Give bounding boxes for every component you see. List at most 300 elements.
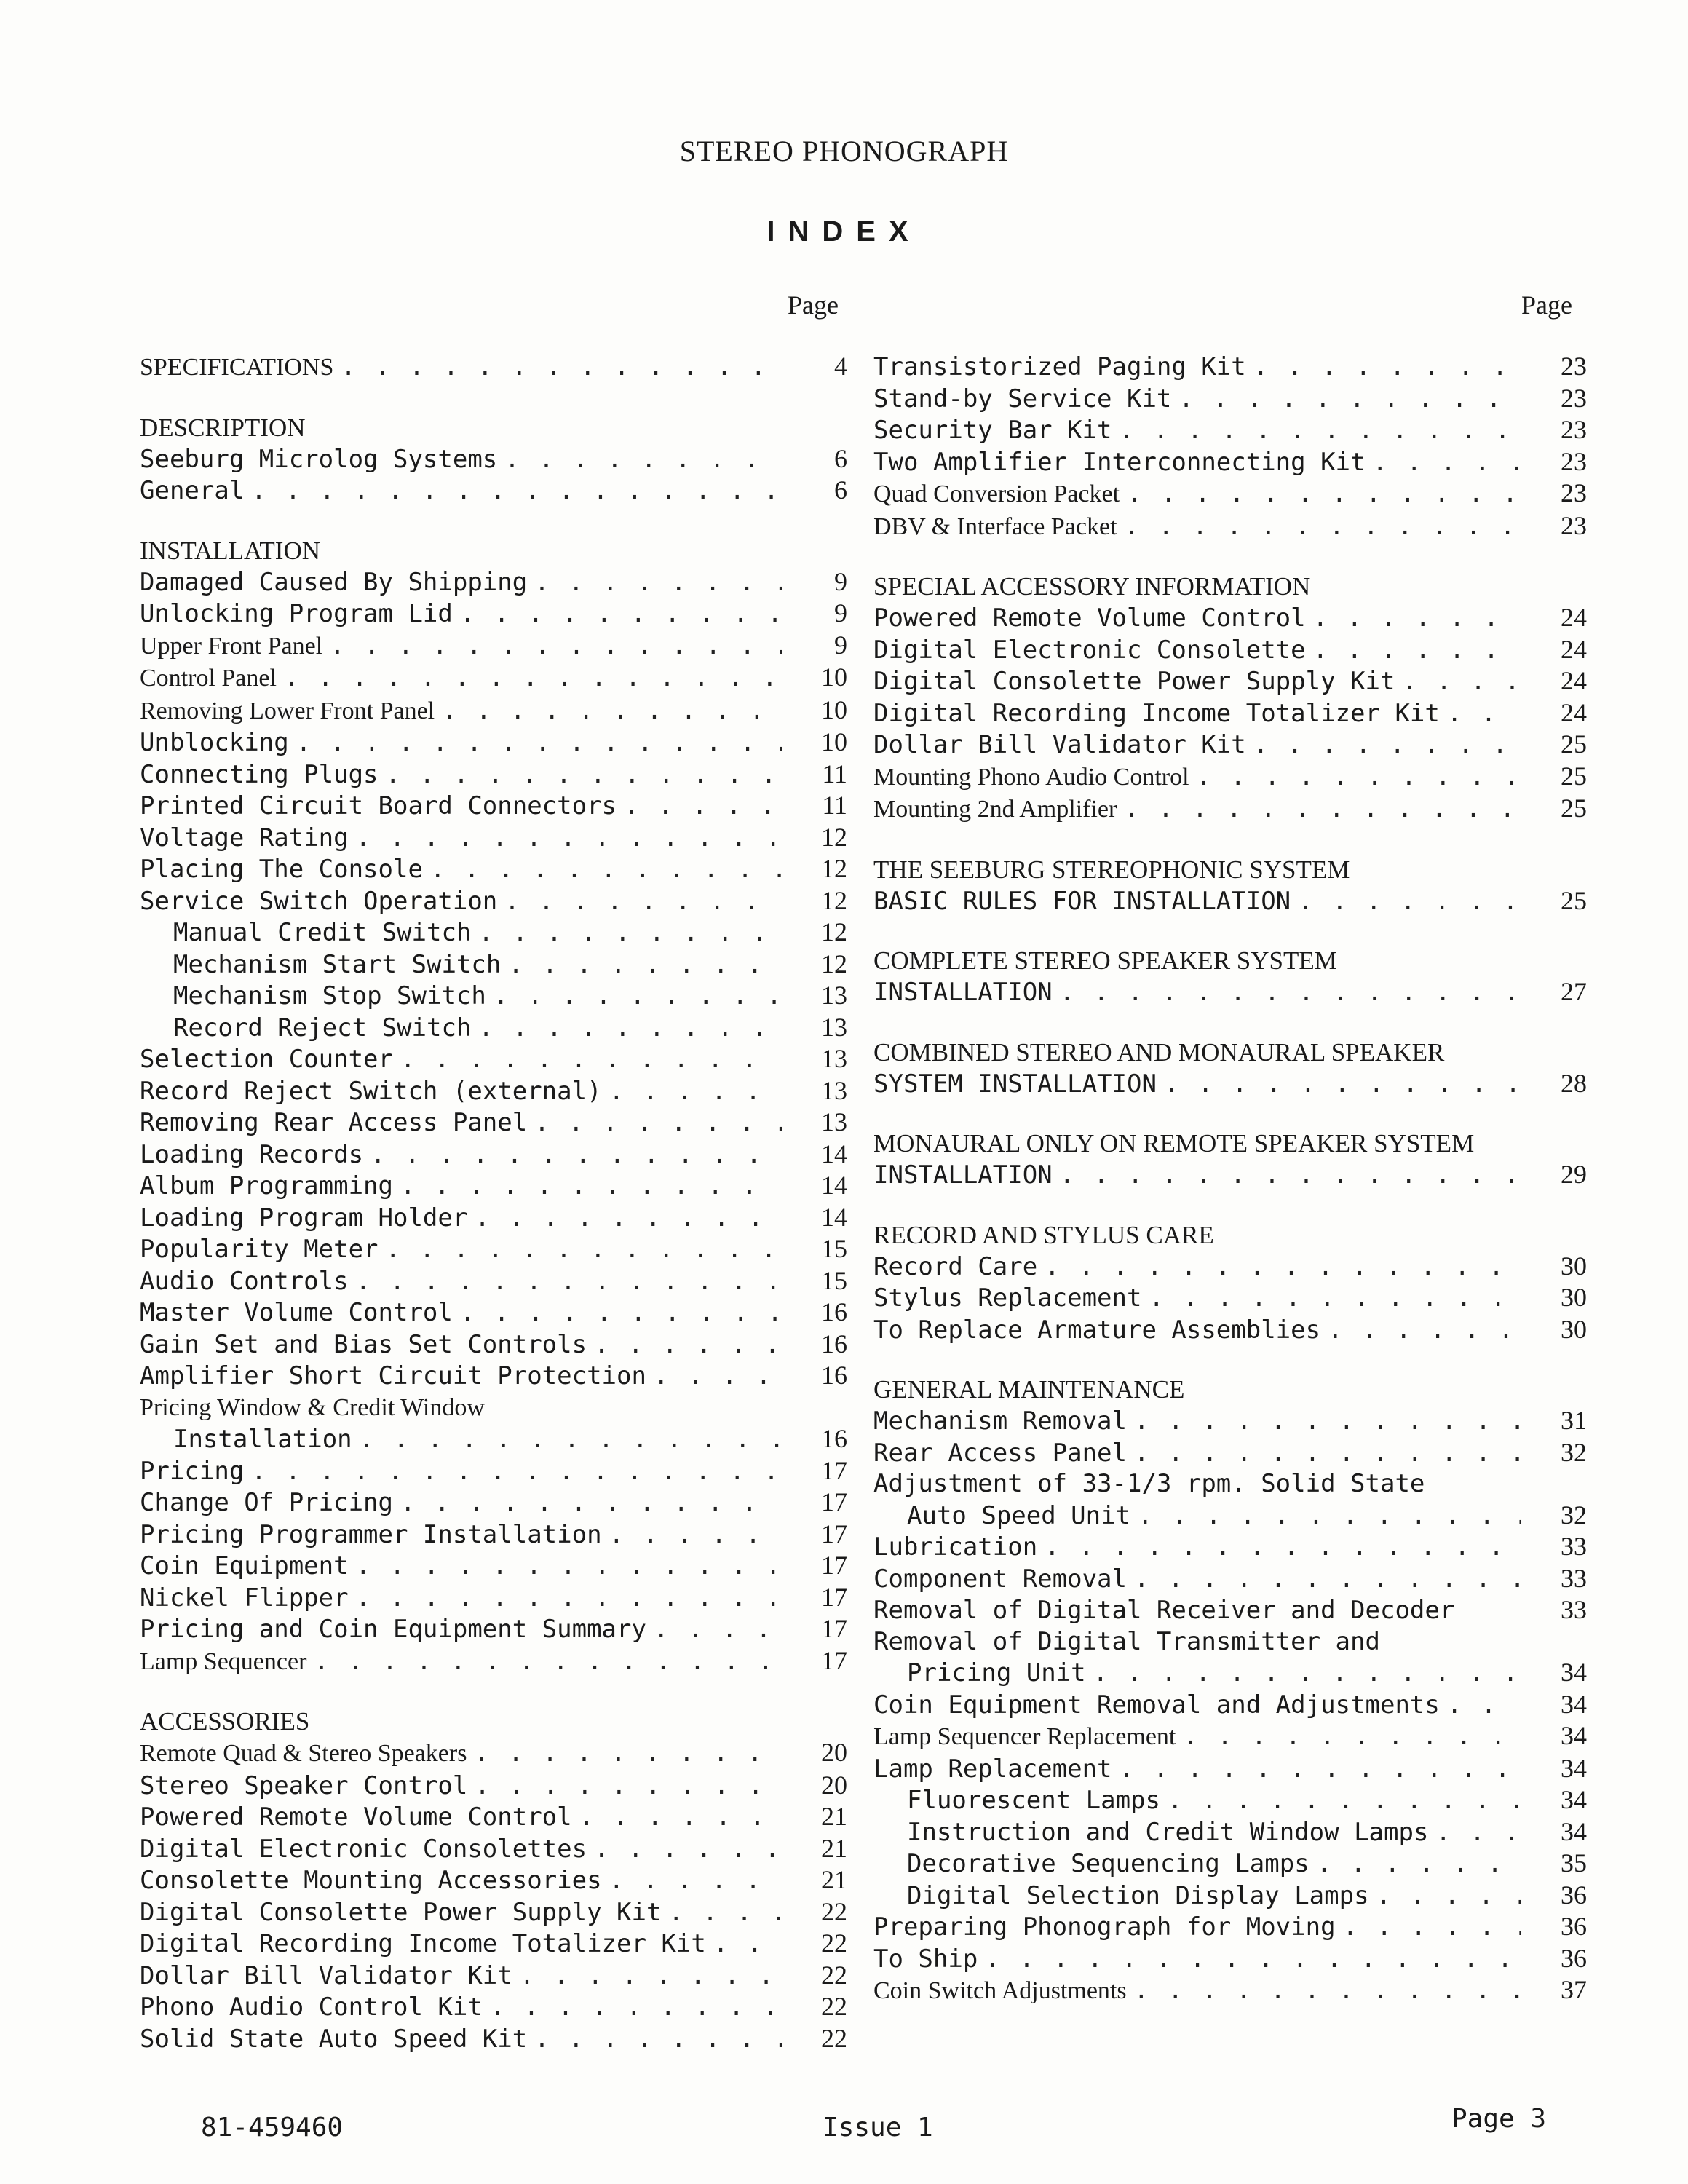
entry-page-number: 17 — [821, 1551, 847, 1580]
entry-label: To Ship — [873, 1944, 978, 1974]
entry-page-number: 13 — [821, 1075, 847, 1105]
index-entry — [140, 1519, 847, 1551]
dot-leader — [442, 695, 782, 727]
entry-label: Pricing Window & Credit Window — [140, 1393, 485, 1421]
entry-label: Pricing Programmer Installation — [140, 1519, 602, 1549]
entry-page-number: 6 — [834, 475, 847, 505]
entry-page-number: 34 — [1561, 1816, 1587, 1846]
index-entry — [873, 1911, 1587, 1943]
index-entry — [140, 475, 847, 507]
entry-page-number: 23 — [1561, 383, 1587, 413]
index-entry — [873, 478, 1587, 510]
entry-label: INSTALLATION — [873, 1160, 1053, 1190]
entry-page-number: 22 — [821, 2023, 847, 2053]
dot-leader — [430, 854, 782, 885]
entry-page-number: 25 — [1561, 761, 1587, 791]
index-entry — [873, 665, 1587, 697]
footer-part-number: 81-459460 — [201, 2113, 344, 2143]
index-entry — [140, 662, 847, 695]
document-title: STEREO PHONOGRAPH — [679, 135, 1009, 167]
entry-label: Two Amplifier Interconnecting Kit — [873, 447, 1366, 477]
entry-label: Security Bar Kit — [873, 416, 1112, 445]
index-entry — [140, 1737, 847, 1770]
entry-label: Rear Access Panel — [873, 1438, 1127, 1468]
section-heading: MONAURAL ONLY ON REMOTE SPEAKER SYSTEM — [873, 1129, 1475, 1158]
entry-page-number: 33 — [1561, 1532, 1587, 1561]
index-entry — [873, 697, 1587, 729]
index-entry — [873, 1251, 1587, 1283]
entry-page-number: 12 — [821, 885, 847, 915]
dot-leader — [985, 1944, 1521, 1975]
index-entry — [873, 976, 1587, 1008]
entry-label: Component Removal — [873, 1564, 1127, 1594]
section-heading: RECORD AND STYLUS CARE — [873, 1220, 1214, 1249]
dot-leader — [1328, 1315, 1521, 1346]
entry-page-number: 23 — [1561, 415, 1587, 444]
dot-leader — [1134, 1406, 1521, 1437]
dot-leader — [1313, 635, 1521, 666]
page-column-label-right: Page — [1521, 290, 1572, 320]
entry-page-number: 28 — [1561, 1068, 1587, 1098]
entry-label: Selection Counter — [140, 1045, 393, 1074]
index-section — [873, 946, 1587, 1008]
dot-leader — [460, 598, 782, 630]
index-entry — [140, 727, 847, 759]
dot-leader — [475, 1203, 782, 1234]
entry-label: Loading Program Holder — [140, 1203, 468, 1233]
index-entry — [873, 729, 1587, 761]
index-section — [873, 1220, 1587, 1346]
dot-leader — [296, 727, 782, 759]
dot-leader — [400, 1171, 782, 1202]
entry-page-number: 25 — [1561, 729, 1587, 759]
entry-page-number: 13 — [821, 981, 847, 1010]
index-entry — [140, 1960, 847, 1992]
entry-page-number: 17 — [821, 1455, 847, 1485]
entry-label: Removing Rear Access Panel — [140, 1108, 528, 1137]
entry-page-number: 13 — [821, 1012, 847, 1042]
index-entry — [873, 414, 1587, 446]
entry-page-number: 16 — [821, 1329, 847, 1358]
dot-leader — [520, 1961, 782, 1992]
index-entry — [140, 1139, 847, 1171]
entry-label: Placing The Console — [140, 855, 423, 884]
entry-page-number: 25 — [1561, 885, 1587, 915]
dot-leader — [1149, 1283, 1521, 1314]
entry-page-number: 34 — [1561, 1658, 1587, 1687]
index-entry — [140, 1297, 847, 1329]
dot-leader — [1168, 1785, 1521, 1816]
dot-leader — [1120, 415, 1521, 446]
dot-leader — [371, 1139, 782, 1171]
index-section — [140, 536, 847, 1678]
entry-page-number: 23 — [1561, 510, 1587, 540]
entry-page-number: 21 — [821, 1833, 847, 1863]
entry-label: Unblocking — [140, 728, 289, 757]
index-column-left — [140, 351, 847, 2084]
dot-leader — [1164, 1069, 1521, 1100]
dot-leader — [1402, 666, 1521, 697]
index-entry — [140, 1170, 847, 1202]
entry-label: Stylus Replacement — [873, 1283, 1142, 1313]
entry-label: SYSTEM INSTALLATION — [873, 1069, 1157, 1099]
index-entry — [873, 1626, 1587, 1658]
entry-page-number: 24 — [1561, 603, 1587, 632]
entry-page-number: 14 — [821, 1139, 847, 1168]
index-entry — [873, 510, 1587, 543]
entry-label: Pricing Unit — [907, 1658, 1086, 1688]
index-entry — [140, 630, 847, 662]
entry-label: Auto Speed Unit — [907, 1500, 1131, 1530]
dot-leader — [1253, 729, 1521, 761]
entry-page-number: 15 — [821, 1265, 847, 1295]
entry-label: Mechanism Removal — [873, 1406, 1127, 1436]
footer-issue: Issue 1 — [823, 2113, 933, 2143]
index-entry — [873, 602, 1587, 634]
entry-page-number: 23 — [1561, 352, 1587, 381]
entry-page-number: 16 — [821, 1424, 847, 1453]
index-entry — [140, 1991, 847, 2023]
entry-label: Dollar Bill Validator Kit — [140, 1961, 512, 1990]
entry-label: Gain Set and Bias Set Controls — [140, 1329, 587, 1359]
index-entry — [873, 634, 1587, 666]
index-entry — [873, 1068, 1587, 1100]
entry-page-number: 17 — [821, 1487, 847, 1516]
entry-page-number: 32 — [1561, 1437, 1587, 1467]
entry-label: Phono Audio Control Kit — [140, 1993, 483, 2022]
index-entry — [873, 885, 1587, 917]
entry-label: Pricing and Coin Equipment Summary — [140, 1615, 646, 1644]
entry-label: Preparing Phonograph for Moving — [873, 1912, 1336, 1942]
index-section — [140, 351, 847, 384]
dot-leader — [1134, 1975, 1521, 2006]
dot-leader — [460, 1297, 782, 1329]
entry-page-number: 4 — [834, 352, 847, 381]
entry-label: Service Switch Operation — [140, 886, 498, 916]
index-entry — [140, 1833, 847, 1865]
dot-leader — [504, 444, 782, 475]
index-entry — [140, 790, 847, 822]
section-heading: INSTALLATION — [140, 536, 320, 565]
index-entry — [873, 1784, 1587, 1816]
entry-page-number: 16 — [821, 1361, 847, 1390]
entry-page-number: 10 — [821, 727, 847, 756]
entry-page-number: 24 — [1561, 634, 1587, 664]
entry-page-number: 36 — [1561, 1912, 1587, 1941]
index-entry — [873, 793, 1587, 826]
dot-leader — [1343, 1912, 1521, 1943]
dot-leader — [1178, 384, 1521, 415]
entry-label: INSTALLATION — [873, 978, 1053, 1007]
dot-leader — [494, 981, 782, 1012]
entry-label: Digital Selection Display Lamps — [907, 1880, 1369, 1910]
index-entry — [140, 1202, 847, 1234]
entry-page-number: 23 — [1561, 446, 1587, 476]
entry-page-number: 21 — [821, 1865, 847, 1894]
dot-leader — [1313, 603, 1521, 634]
entry-page-number: 31 — [1561, 1406, 1587, 1435]
index-entry — [140, 1928, 847, 1960]
entry-label: Adjustment of 33-1/3 rpm. Solid State — [873, 1469, 1425, 1498]
dot-leader — [1373, 447, 1521, 478]
entry-label: Mechanism Stop Switch — [173, 981, 486, 1010]
dot-leader — [475, 1770, 782, 1802]
dot-leader — [579, 1802, 782, 1833]
dot-leader — [1125, 511, 1521, 542]
entry-label: Upper Front Panel — [140, 632, 323, 660]
index-entry — [140, 1801, 847, 1833]
entry-label: Quad Conversion Packet — [873, 480, 1120, 507]
dot-leader — [654, 1614, 782, 1645]
entry-label: DBV & Interface Packet — [873, 513, 1117, 540]
entry-page-number: 20 — [821, 1738, 847, 1767]
entry-label: Unlocking Program Lid — [140, 599, 453, 628]
entry-label: General — [140, 476, 245, 505]
entry-page-number: 13 — [821, 1044, 847, 1073]
dot-leader — [356, 1266, 782, 1297]
entry-page-number: 22 — [821, 1928, 847, 1958]
index-entry — [140, 1896, 847, 1928]
entry-page-number: 23 — [1561, 478, 1587, 507]
entry-label: Amplifier Short Circuit Protection — [140, 1361, 646, 1390]
entry-page-number: 9 — [834, 598, 847, 628]
dot-leader — [314, 1646, 782, 1677]
dot-leader — [1045, 1532, 1521, 1563]
index-entry — [873, 1880, 1587, 1912]
entry-page-number: 34 — [1561, 1721, 1587, 1750]
entry-page-number: 34 — [1561, 1689, 1587, 1719]
index-entry — [873, 1720, 1587, 1753]
entry-label: Record Reject Switch (external) — [140, 1076, 602, 1106]
entry-label: Powered Remote Volume Control — [873, 604, 1306, 633]
section-heading: GENERAL MAINTENANCE — [873, 1375, 1185, 1404]
entry-label: Change Of Pricing — [140, 1488, 393, 1517]
index-entry — [140, 1329, 847, 1361]
entry-label: Coin Equipment Removal and Adjustments — [873, 1690, 1440, 1720]
index-section — [873, 1128, 1587, 1191]
dot-leader — [1138, 1500, 1521, 1532]
entry-page-number: 35 — [1561, 1848, 1587, 1878]
dot-leader — [1298, 886, 1521, 917]
entry-label: Powered Remote Volume Control — [140, 1803, 572, 1832]
index-entry — [873, 1468, 1587, 1500]
entry-page-number: 24 — [1561, 697, 1587, 727]
entry-page-number: 37 — [1561, 1975, 1587, 2004]
entry-label: Decorative Sequencing Lamps — [907, 1849, 1309, 1878]
index-entry — [140, 1012, 847, 1044]
entry-label: Digital Recording Income Totalizer Kit — [873, 698, 1440, 728]
entry-label: Connecting Plugs — [140, 759, 379, 789]
dot-leader — [654, 1361, 782, 1392]
page-column-label-left: Page — [788, 290, 839, 320]
dot-leader — [356, 1583, 782, 1614]
index-entry — [873, 1943, 1587, 1975]
entry-page-number: 34 — [1561, 1753, 1587, 1783]
dot-leader — [609, 1519, 782, 1551]
entry-page-number: 12 — [821, 822, 847, 852]
entry-label: Lubrication — [873, 1532, 1038, 1562]
index-entry — [140, 2023, 847, 2055]
entry-page-number: 30 — [1561, 1251, 1587, 1281]
entry-page-number: 11 — [822, 791, 847, 820]
index-section — [873, 1374, 1587, 2007]
entry-page-number: 22 — [821, 1992, 847, 2021]
index-entry — [873, 1753, 1587, 1785]
entry-label: Audio Controls — [140, 1266, 349, 1296]
entry-label: Dollar Bill Validator Kit — [873, 730, 1246, 759]
dot-leader — [478, 917, 782, 949]
index-entry — [873, 1563, 1587, 1595]
index-column-right — [873, 351, 1587, 2036]
footer-page-number: Page 3 — [1451, 2104, 1547, 2134]
index-section — [873, 855, 1587, 917]
index-entry — [140, 885, 847, 917]
dot-leader — [1447, 698, 1521, 729]
entry-page-number: 17 — [821, 1645, 847, 1675]
index-entry — [140, 1770, 847, 1802]
dot-leader — [400, 1487, 782, 1519]
dot-leader — [1124, 794, 1521, 825]
entry-page-number: 33 — [1561, 1595, 1587, 1624]
entry-page-number: 10 — [821, 695, 847, 724]
entry-page-number: 6 — [834, 443, 847, 473]
entry-label: Consolette Mounting Accessories — [140, 1866, 602, 1895]
dot-leader — [508, 949, 782, 981]
entry-label: Pricing — [140, 1456, 245, 1486]
dot-leader — [1060, 977, 1521, 1008]
dot-leader — [284, 662, 782, 694]
entry-page-number: 15 — [821, 1234, 847, 1263]
index-section — [873, 571, 1587, 826]
dot-leader — [360, 1424, 782, 1455]
entry-page-number: 11 — [822, 759, 847, 788]
dot-leader — [1376, 1880, 1521, 1912]
entry-label: Loading Records — [140, 1139, 364, 1169]
entry-label: Digital Consolette Power Supply Kit — [140, 1897, 662, 1927]
entry-page-number: 34 — [1561, 1785, 1587, 1814]
dot-leader — [356, 1551, 782, 1582]
index-entry — [140, 1075, 847, 1107]
dot-leader — [1060, 1160, 1521, 1191]
index-entry — [140, 1107, 847, 1139]
entry-label: Fluorescent Lamps — [907, 1786, 1160, 1815]
index-entry — [140, 351, 847, 384]
entry-label: Manual Credit Switch — [173, 918, 472, 947]
index-section — [140, 1706, 847, 2054]
entry-page-number: 36 — [1561, 1880, 1587, 1910]
index-entry — [140, 695, 847, 727]
entry-label: Instruction and Credit Window Lamps — [907, 1817, 1429, 1847]
entry-label: Digital Consolette Power Supply Kit — [873, 667, 1395, 696]
entry-label: Lamp Sequencer — [140, 1647, 307, 1675]
dot-leader — [1134, 1438, 1521, 1469]
entry-label: Digital Recording Income Totalizer Kit — [140, 1929, 706, 1958]
dot-leader — [386, 759, 782, 791]
index-entry — [873, 1282, 1587, 1314]
index-entry — [873, 1848, 1587, 1880]
dot-leader — [1045, 1251, 1521, 1283]
entry-page-number: 12 — [821, 854, 847, 883]
dot-leader — [624, 791, 782, 822]
entry-label: Transistorized Paging Kit — [873, 352, 1246, 381]
section-heading: DESCRIPTION — [140, 413, 306, 442]
dot-leader — [609, 1865, 782, 1896]
entry-page-number: 33 — [1561, 1563, 1587, 1593]
dot-leader — [668, 1897, 782, 1928]
dot-leader — [386, 1234, 782, 1265]
entry-page-number: 27 — [1561, 977, 1587, 1006]
index-entry — [873, 351, 1587, 383]
index-entry — [140, 1265, 847, 1297]
index-entry — [873, 1657, 1587, 1689]
dot-leader — [251, 1456, 782, 1487]
index-entry — [140, 917, 847, 949]
entry-page-number: 30 — [1561, 1283, 1587, 1312]
index-entry — [140, 949, 847, 981]
index-entry — [140, 1550, 847, 1582]
index-entry — [873, 446, 1587, 478]
dot-leader — [1120, 1754, 1521, 1785]
dot-leader — [534, 567, 782, 598]
entry-label: Lamp Replacement — [873, 1754, 1112, 1784]
index-entry — [873, 1314, 1587, 1346]
entry-page-number: 17 — [821, 1519, 847, 1548]
dot-leader — [400, 1044, 782, 1075]
dot-leader — [330, 630, 782, 662]
index-section — [873, 351, 1587, 542]
index-entry — [140, 1392, 847, 1424]
dot-leader — [609, 1076, 782, 1107]
entry-page-number: 29 — [1561, 1160, 1587, 1189]
entry-page-number: 30 — [1561, 1314, 1587, 1344]
dot-leader — [534, 1107, 782, 1139]
index-entry — [873, 1531, 1587, 1563]
section-heading: SPECIAL ACCESSORY INFORMATION — [873, 572, 1311, 601]
entry-page-number: 22 — [821, 1960, 847, 1990]
index-entry — [140, 853, 847, 885]
index-entry — [873, 383, 1587, 415]
entry-label: Mounting 2nd Amplifier — [873, 796, 1117, 823]
entry-page-number: 20 — [821, 1770, 847, 1800]
entry-label: Record Care — [873, 1251, 1038, 1281]
dot-leader — [474, 1738, 782, 1769]
dot-leader — [594, 1834, 782, 1865]
entry-page-number: 17 — [821, 1614, 847, 1643]
entry-page-number: 24 — [1561, 666, 1587, 695]
entry-label: Damaged Caused By Shipping — [140, 567, 528, 597]
entry-label: SPECIFICATIONS — [140, 354, 334, 381]
entry-label: Nickel Flipper — [140, 1583, 349, 1613]
index-entry — [140, 1043, 847, 1075]
dot-leader — [1317, 1848, 1521, 1880]
entry-label: Coin Switch Adjustments — [873, 1977, 1127, 2004]
entry-label: Master Volume Control — [140, 1298, 453, 1327]
entry-label: Installation — [173, 1425, 352, 1454]
entry-label: Solid State Auto Speed Kit — [140, 2024, 528, 2054]
entry-label: Control Panel — [140, 665, 277, 692]
entry-label: Mechanism Start Switch — [173, 949, 502, 979]
index-entry — [140, 759, 847, 791]
entry-page-number: 12 — [821, 949, 847, 978]
entry-label: Record Reject Switch — [173, 1013, 472, 1042]
index-entry — [873, 1159, 1587, 1191]
entry-page-number: 14 — [821, 1202, 847, 1232]
dot-leader — [1253, 352, 1521, 383]
entry-page-number: 14 — [821, 1171, 847, 1200]
index-entry — [140, 1487, 847, 1519]
dot-leader — [1134, 1564, 1521, 1595]
dot-leader — [490, 1992, 782, 2023]
